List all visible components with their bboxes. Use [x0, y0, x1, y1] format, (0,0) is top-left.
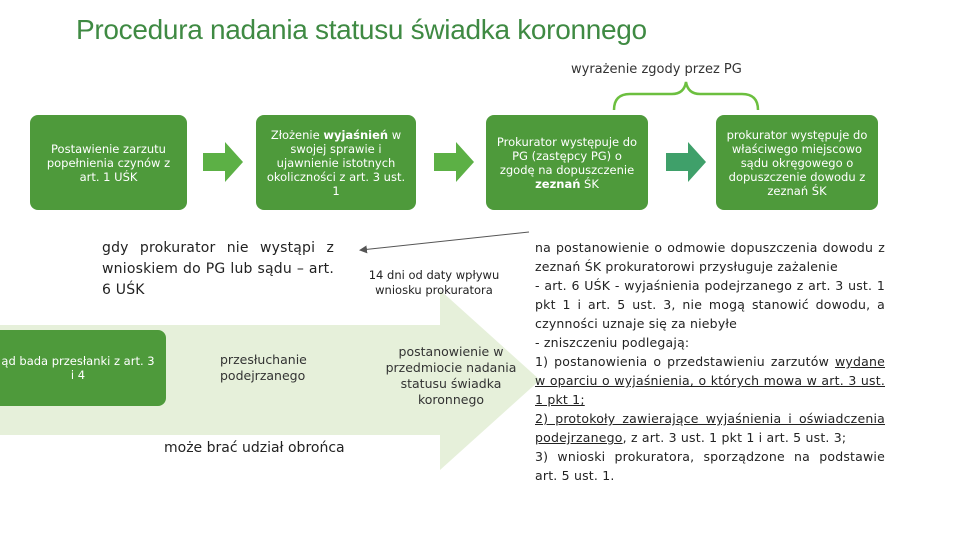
box-court-examines-text: ąd bada przesłanki z art. 3 i 4 — [1, 354, 155, 382]
defender-note: może brać udział obrońca — [164, 440, 345, 456]
box-charge-text: Postawienie zarzutu popełnienia czynów z art. 1 UŚK — [46, 141, 171, 184]
no-request-note: gdy prokurator nie wystąpi z wnioskiem do PG lub sądu – art. 6 UŚK — [102, 240, 334, 298]
deadline-note: 14 dni od daty wpływu wniosku prokuratora — [368, 268, 500, 297]
box-prosecutor-request — [486, 115, 648, 210]
box-prosecutor-request-text: Prokurator występuje do PG (zastępcy PG) o zgodę na dopuszczenie zeznań ŚK — [496, 134, 638, 191]
box-court-request — [716, 115, 878, 210]
box-explanations-text: Złożenie wyjaśnień w swojej sprawie i ujawnienie istotnych okoliczności z art. 3 ust. 1 — [266, 127, 406, 198]
consent-label: wyrażenie zgody przez PG — [571, 62, 742, 77]
box-court-request-text: prokurator występuje do właściwego miejscowo sądu okręgowego o dopuszczenie dowodu z zeznań ŚK — [726, 127, 868, 198]
page-title: Procedura nadania statusu świadka koronnego — [76, 14, 647, 45]
box-explanations — [256, 115, 416, 210]
consent-bracket — [610, 80, 762, 112]
destruction-item-2: 2) protokoły zawierające wyjaśnienia i oświadczenia podejrzanego, z art. 3 ust. 1 pkt 1 i art. 5 ust. 3; — [535, 411, 885, 445]
arrow-right-icon — [203, 142, 243, 182]
diagonal-connector — [355, 228, 535, 258]
destruction-item-1: 1) postanowienia o przedstawieniu zarzutów wydane w oparciu o wyjaśnienia, o których mowa w art. 3 ust. 1 pkt 1; — [535, 354, 885, 407]
arrow-right-icon — [434, 142, 474, 182]
box-court-examines — [0, 330, 166, 406]
arrow-right-icon — [666, 142, 706, 182]
right-info-text — [535, 238, 885, 485]
art6-paragraph: - art. 6 UŚK - wyjaśnienia podejrzanego z art. 3 ust. 1 pkt 1 i art. 5 ust. 3, nie mogą stanowić dowodu, a czynności uznaje się za niebyłe — [535, 278, 885, 331]
destruction-paragraph: - zniszczeniu podlegają: — [535, 335, 690, 350]
appeal-paragraph: na postanowienie o odmowie dopuszczenia dowodu z zeznań ŚK prokuratorowi przysługuje zażalenie — [535, 240, 885, 274]
box-charge — [30, 115, 187, 210]
destruction-item-3: 3) wnioski prokuratora, sporządzone na podstawie art. 5 ust. 1. — [535, 449, 885, 483]
decision-label: postanowienie w przedmiocie nadania statusu świadka koronnego — [385, 344, 517, 407]
hearing-label: przesłuchanie podejrzanego — [220, 352, 307, 383]
